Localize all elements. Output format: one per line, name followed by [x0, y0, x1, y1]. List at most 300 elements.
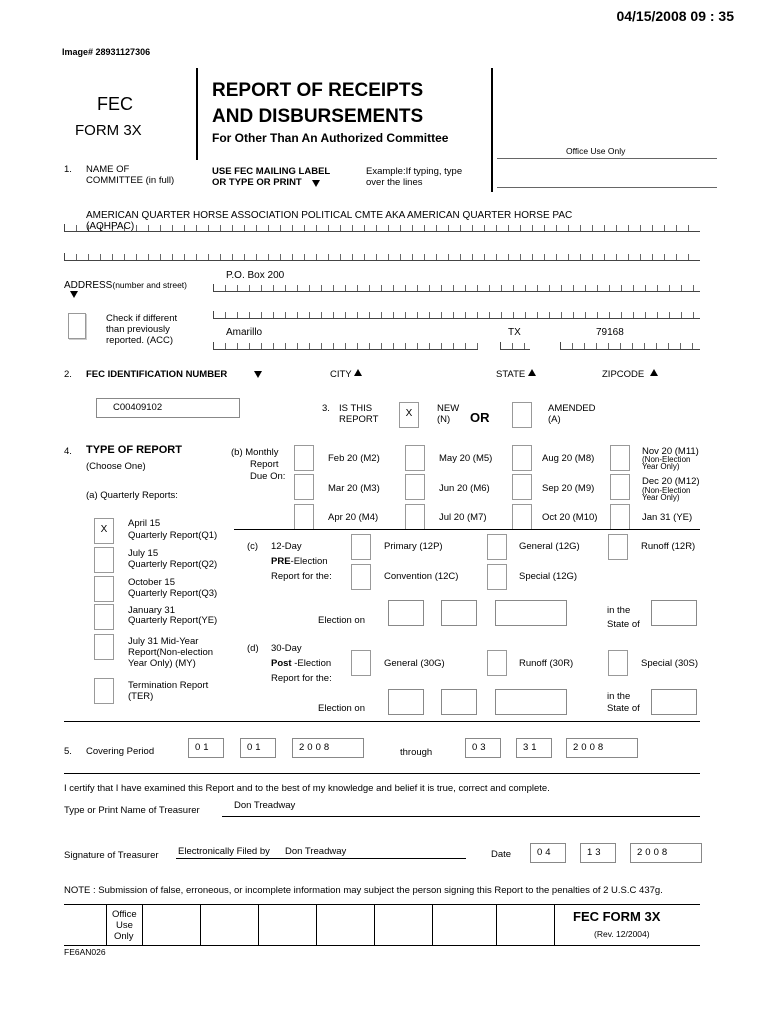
m5-checkbox[interactable]	[405, 445, 425, 471]
field-cell-tick	[585, 312, 586, 318]
q3-label-line2: Quarterly Report(Q3)	[128, 588, 218, 599]
12s-label: Special (12G)	[519, 571, 578, 582]
address-changed-line2: than previously	[106, 324, 170, 335]
field-cell-tick	[489, 312, 490, 318]
field-cell-tick	[688, 225, 689, 231]
field-cell-tick	[268, 225, 269, 231]
field-cell-tick	[508, 254, 509, 260]
field-cell-tick	[417, 285, 418, 291]
section-d-label: (d)	[247, 643, 259, 654]
ter-label-line1: Termination Report	[128, 680, 209, 691]
field-cell-tick	[273, 285, 274, 291]
field-cell-tick	[220, 254, 221, 260]
field-cell-tick	[256, 254, 257, 260]
field-cell-tick	[268, 254, 269, 260]
field-cell-tick	[496, 225, 497, 231]
30r-checkbox[interactable]	[487, 650, 507, 676]
m3-checkbox[interactable]	[294, 474, 314, 500]
m9-checkbox[interactable]	[512, 474, 532, 500]
footer-col-5	[316, 904, 317, 945]
field-cell-tick	[645, 285, 646, 291]
post-election-line1: 30-Day	[271, 643, 302, 654]
m7-checkbox[interactable]	[405, 504, 425, 530]
from-day[interactable]: 01	[240, 738, 276, 758]
field-cell-tick	[573, 285, 574, 291]
field-cell-tick	[652, 254, 653, 260]
field-cell-tick	[573, 312, 574, 318]
example-line1: Example:If typing, type	[366, 166, 463, 177]
field-cell-tick	[124, 254, 125, 260]
my-label-line1: July 31 Mid-Year	[128, 636, 199, 647]
field-cell-tick	[556, 254, 557, 260]
to-month[interactable]: 03	[465, 738, 501, 758]
field-cell-tick	[580, 254, 581, 260]
up-arrow-icon	[354, 369, 362, 376]
field-cell-tick	[681, 285, 682, 291]
q1-checkbox[interactable]: X	[94, 518, 114, 544]
treasurer-name-line[interactable]	[222, 816, 700, 817]
post-label: Post	[271, 658, 292, 669]
q2-label-line1: July 15	[128, 548, 159, 559]
m2-checkbox[interactable]	[294, 445, 314, 471]
m7-label: Jul 20 (M7)	[439, 512, 487, 523]
field-cell-tick	[676, 254, 677, 260]
m4-label: Apr 20 (M4)	[328, 512, 379, 523]
field-cell-tick	[620, 343, 621, 349]
field-cell-tick	[585, 285, 586, 291]
fec-id-field[interactable]: C00409102	[96, 398, 240, 418]
field-cell-tick	[561, 285, 562, 291]
q2-checkbox[interactable]	[94, 547, 114, 573]
field-cell-tick	[405, 312, 406, 318]
post-election-line3: Report for the:	[271, 673, 332, 684]
field-cell-tick	[568, 225, 569, 231]
m8-checkbox[interactable]	[512, 445, 532, 471]
field-cell-tick	[261, 343, 262, 349]
section-divider	[64, 721, 700, 722]
m6-label: Jun 20 (M6)	[439, 483, 490, 494]
field-cell-tick	[429, 312, 430, 318]
field-cell-tick	[669, 312, 670, 318]
pre-election-line1: 12-Day	[271, 541, 302, 552]
c-election-on-label: Election on	[318, 615, 366, 626]
field-cell-tick	[633, 312, 634, 318]
fec-id-label: FEC IDENTIFICATION NUMBER	[86, 369, 228, 380]
field-cell-tick	[616, 254, 617, 260]
field-cell-tick	[172, 254, 173, 260]
street-field-1[interactable]	[213, 279, 700, 292]
through-label: through	[400, 747, 433, 758]
field-cell-tick	[680, 343, 681, 349]
signature-value: Don Treadway	[285, 846, 347, 857]
d-state-of-label: State of	[607, 703, 640, 714]
zipcode-label	[602, 369, 658, 380]
field-cell-tick	[621, 312, 622, 318]
field-cell-tick	[584, 343, 585, 349]
field-cell-tick	[333, 285, 334, 291]
field-cell-tick	[328, 254, 329, 260]
footer-col-7	[432, 904, 433, 945]
ye-monthly-label: Jan 31 (YE)	[642, 512, 693, 523]
note-text: NOTE : Submission of false, erroneous, or incomplete information may subject the person signing this Report to the penalties of 2 U.S.C 437g.	[64, 885, 663, 896]
electronically-filed-label: Electronically Filed by	[178, 846, 270, 857]
field-cell-tick	[489, 285, 490, 291]
field-cell-tick	[309, 312, 310, 318]
field-cell-tick	[309, 343, 310, 349]
field-cell-tick	[285, 285, 286, 291]
c-election-year[interactable]	[495, 600, 567, 626]
field-cell-tick	[604, 254, 605, 260]
field-cell-tick	[184, 225, 185, 231]
field-cell-tick	[316, 225, 317, 231]
field-cell-tick	[525, 312, 526, 318]
12s-checkbox[interactable]	[487, 564, 507, 590]
m11-sublabel2: Year Only)	[642, 462, 680, 471]
field-cell-tick	[256, 225, 257, 231]
field-cell-tick	[424, 254, 425, 260]
field-cell-tick	[244, 225, 245, 231]
street-field-2[interactable]	[213, 306, 700, 319]
ter-checkbox[interactable]	[94, 678, 114, 704]
m11-checkbox[interactable]	[610, 445, 630, 471]
field-cell-tick	[285, 312, 286, 318]
12p-label: Primary (12P)	[384, 541, 443, 552]
field-cell-tick	[417, 343, 418, 349]
field-cell-tick	[160, 225, 161, 231]
field-cell-tick	[381, 285, 382, 291]
field-cell-tick	[208, 254, 209, 260]
field-cell-tick	[381, 343, 382, 349]
q2-label-line2: Quarterly Report(Q2)	[128, 559, 218, 570]
30g-label: General (30G)	[384, 658, 445, 669]
m4-checkbox[interactable]	[294, 504, 314, 530]
d-election-state[interactable]	[651, 689, 697, 715]
form-agency: FEC	[97, 94, 133, 114]
field-cell-tick	[664, 225, 665, 231]
monthly-label-line2: Report	[250, 459, 279, 470]
q1-label-line2: Quarterly Report(Q1)	[128, 530, 218, 541]
m12-checkbox[interactable]	[610, 474, 630, 500]
ye-label-line1: January 31	[128, 605, 176, 616]
or-label: OR	[470, 410, 490, 425]
field-cell-tick	[441, 285, 442, 291]
sign-date-day[interactable]: 13	[580, 843, 616, 863]
d-election-on-label: Election on	[318, 703, 366, 714]
c-election-day[interactable]	[441, 600, 477, 626]
post-election-line2	[271, 658, 331, 669]
field-cell-tick	[76, 254, 77, 260]
field-cell-tick	[316, 254, 317, 260]
field-cell-tick	[693, 312, 694, 318]
timestamp: 04/15/2008 09 : 35	[616, 8, 734, 24]
city-label-text: CITY	[330, 369, 352, 380]
field-cell-tick	[321, 312, 322, 318]
form-subtitle: For Other Than An Authorized Committee	[212, 131, 449, 145]
field-cell-tick	[225, 312, 226, 318]
field-cell-tick	[148, 225, 149, 231]
field-cell-tick	[477, 285, 478, 291]
field-cell-tick	[412, 254, 413, 260]
field-cell-tick	[424, 225, 425, 231]
field-cell-tick	[640, 254, 641, 260]
field-cell-tick	[537, 312, 538, 318]
field-cell-tick	[376, 225, 377, 231]
d-election-day[interactable]	[441, 689, 477, 715]
zipcode-label-text: ZIPCODE	[602, 369, 645, 380]
sign-date-month[interactable]: 04	[530, 843, 566, 863]
form-number: FORM 3X	[75, 122, 142, 139]
field-cell-tick	[388, 254, 389, 260]
monthly-label-line3: Due On:	[250, 471, 286, 482]
field-cell-tick	[628, 225, 629, 231]
field-cell-tick	[544, 225, 545, 231]
field-cell-tick	[333, 343, 334, 349]
field-cell-tick	[352, 254, 353, 260]
field-cell-tick	[340, 254, 341, 260]
field-cell-tick	[472, 254, 473, 260]
field-cell-tick	[477, 312, 478, 318]
field-cell-tick	[609, 285, 610, 291]
choose-one-label: (Choose One)	[86, 461, 146, 472]
field-cell-tick	[664, 254, 665, 260]
election-label: -Election	[290, 556, 328, 567]
my-checkbox[interactable]	[94, 634, 114, 660]
item5-number: 5.	[64, 746, 72, 757]
field-cell-tick	[400, 254, 401, 260]
field-cell-tick	[292, 225, 293, 231]
field-cell-tick	[524, 343, 525, 349]
field-cell-tick	[460, 225, 461, 231]
field-cell-tick	[393, 312, 394, 318]
m12-sublabel2: Year Only)	[642, 493, 680, 502]
field-cell-tick	[501, 285, 502, 291]
field-cell-tick	[412, 225, 413, 231]
ye-monthly-checkbox[interactable]	[610, 504, 630, 530]
item1-label-line2: COMMITTEE (in full)	[86, 175, 175, 186]
field-cell-tick	[76, 225, 77, 231]
new-report-checkbox[interactable]: X	[399, 402, 419, 428]
field-cell-tick	[441, 343, 442, 349]
item2-number: 2.	[64, 369, 72, 380]
field-cell-tick	[572, 343, 573, 349]
field-cell-tick	[393, 343, 394, 349]
m12-label: Dec 20 (M12)	[642, 476, 700, 487]
city-field[interactable]	[213, 337, 478, 350]
ye-label-line2: Quarterly Report(YE)	[128, 615, 218, 626]
field-cell-tick	[196, 225, 197, 231]
item1-number: 1.	[64, 164, 72, 175]
field-cell-tick	[537, 285, 538, 291]
field-cell-tick	[136, 225, 137, 231]
footer-col-4	[258, 904, 259, 945]
field-cell-tick	[644, 343, 645, 349]
field-cell-tick	[632, 343, 633, 349]
field-cell-tick	[292, 254, 293, 260]
field-cell-tick	[261, 285, 262, 291]
m5-label: May 20 (M5)	[439, 453, 493, 464]
from-month[interactable]: 01	[188, 738, 224, 758]
new-label-line1: NEW	[437, 403, 460, 414]
field-cell-tick	[513, 285, 514, 291]
zip-field[interactable]	[560, 337, 700, 350]
address-changed-line1: Check if different	[106, 313, 178, 324]
item3-label-line2: REPORT	[339, 414, 379, 425]
c-election-month[interactable]	[388, 600, 424, 626]
to-year[interactable]: 2008	[566, 738, 638, 758]
field-cell-tick	[297, 343, 298, 349]
field-cell-tick	[508, 225, 509, 231]
treasurer-name-label: Type or Print Name of Treasurer	[64, 805, 200, 816]
30r-label: Runoff (30R)	[519, 658, 574, 669]
field-cell-tick	[484, 254, 485, 260]
type-of-report-label: TYPE OF REPORT	[86, 444, 182, 456]
field-cell-tick	[112, 254, 113, 260]
address-label	[64, 280, 187, 291]
field-cell-tick	[597, 285, 598, 291]
field-cell-tick	[297, 285, 298, 291]
amended-report-checkbox[interactable]	[512, 402, 532, 428]
field-cell-tick	[249, 285, 250, 291]
field-cell-tick	[237, 285, 238, 291]
mailing-label-line1: USE FEC MAILING LABEL	[212, 166, 331, 177]
c-in-the-label: in the	[607, 605, 631, 616]
field-cell-tick	[676, 225, 677, 231]
field-cell-tick	[640, 225, 641, 231]
state-label-text: STATE	[496, 369, 526, 380]
field-cell-tick	[225, 343, 226, 349]
example-line2: over the lines	[366, 177, 423, 188]
30s-checkbox[interactable]	[608, 650, 628, 676]
m2-label: Feb 20 (M2)	[328, 453, 380, 464]
12p-checkbox[interactable]	[351, 534, 371, 560]
m11-label: Nov 20 (M11)	[642, 446, 699, 457]
m6-checkbox[interactable]	[405, 474, 425, 500]
certification-text: I certify that I have examined this Report and to the best of my knowledge and belief it is true, correct and complete.	[64, 783, 550, 794]
field-cell-tick	[465, 312, 466, 318]
field-cell-tick	[321, 343, 322, 349]
monthly-label-line1: (b) Monthly	[231, 447, 279, 458]
field-cell-tick	[520, 225, 521, 231]
state-field[interactable]	[500, 337, 530, 350]
field-cell-tick	[297, 312, 298, 318]
field-cell-tick	[345, 343, 346, 349]
field-cell-tick	[345, 285, 346, 291]
field-cell-tick	[333, 312, 334, 318]
address-changed-checkbox[interactable]	[68, 313, 86, 339]
footer-revision: (Rev. 12/2004)	[594, 929, 650, 939]
street-value: P.O. Box 200	[226, 270, 285, 281]
field-cell-tick	[453, 312, 454, 318]
field-cell-tick	[232, 225, 233, 231]
signature-line[interactable]	[176, 858, 466, 859]
m10-checkbox[interactable]	[512, 504, 532, 530]
field-cell-tick	[244, 254, 245, 260]
footer-office-line3: Only	[114, 931, 134, 942]
field-cell-tick	[364, 254, 365, 260]
field-cell-tick	[561, 312, 562, 318]
field-cell-tick	[668, 343, 669, 349]
q3-checkbox[interactable]	[94, 576, 114, 602]
field-cell-tick	[633, 285, 634, 291]
footer-col-2	[142, 904, 143, 945]
pre-election-line2	[271, 556, 328, 567]
form-title-line2: AND DISBURSEMENTS	[212, 106, 424, 127]
field-cell-tick	[388, 225, 389, 231]
q1-label-line1: April 15	[128, 518, 161, 529]
form-title-line1: REPORT OF RECEIPTS	[212, 80, 424, 101]
field-cell-tick	[172, 225, 173, 231]
field-cell-tick	[357, 343, 358, 349]
c-election-state[interactable]	[651, 600, 697, 626]
footer-col-8	[496, 904, 497, 945]
sign-date-year[interactable]: 2008	[630, 843, 702, 863]
office-use-box	[497, 158, 717, 188]
field-cell-tick	[148, 254, 149, 260]
committee-name-field-2[interactable]	[64, 248, 700, 261]
field-cell-tick	[273, 343, 274, 349]
post-election-label: -Election	[291, 658, 332, 669]
header-divider-right	[491, 68, 493, 192]
from-year[interactable]: 2008	[292, 738, 364, 758]
section-c-divider	[234, 529, 700, 530]
signature-label: Signature of Treasurer	[64, 850, 159, 861]
12g-checkbox[interactable]	[487, 534, 507, 560]
new-label-line2: (N)	[437, 414, 451, 425]
field-cell-tick	[568, 254, 569, 260]
footer-form-name: FEC FORM 3X	[573, 909, 661, 924]
field-cell-tick	[393, 285, 394, 291]
field-cell-tick	[220, 225, 221, 231]
field-cell-tick	[621, 285, 622, 291]
up-arrow-icon	[528, 369, 536, 376]
field-cell-tick	[369, 343, 370, 349]
pre-label: PRE	[271, 556, 291, 567]
12r-checkbox[interactable]	[608, 534, 628, 560]
field-cell-tick	[417, 312, 418, 318]
field-cell-tick	[429, 343, 430, 349]
image-id: Image# 28931127306	[62, 47, 151, 57]
to-day[interactable]: 31	[516, 738, 552, 758]
header-divider-left	[196, 68, 198, 160]
30g-checkbox[interactable]	[351, 650, 371, 676]
field-cell-tick	[681, 312, 682, 318]
ye-checkbox[interactable]	[94, 604, 114, 630]
my-label-line3: Year Only) (MY)	[128, 658, 196, 669]
12c-checkbox[interactable]	[351, 564, 371, 590]
field-cell-tick	[340, 225, 341, 231]
field-cell-tick	[364, 225, 365, 231]
m12-sublabel1: (Non-Election	[642, 486, 691, 495]
treasurer-name-value: Don Treadway	[234, 800, 296, 811]
d-election-month[interactable]	[388, 689, 424, 715]
field-cell-tick	[285, 343, 286, 349]
up-arrow-icon	[650, 369, 658, 376]
field-cell-tick	[136, 254, 137, 260]
m11-sublabel1: (Non-Election	[642, 455, 691, 464]
d-election-year[interactable]	[495, 689, 567, 715]
state-value: TX	[508, 327, 521, 338]
field-cell-tick	[405, 343, 406, 349]
field-cell-tick	[549, 285, 550, 291]
covering-period-label: Covering Period	[86, 746, 155, 757]
field-cell-tick	[592, 254, 593, 260]
field-cell-tick	[669, 285, 670, 291]
ter-label-line2: (TER)	[128, 691, 154, 702]
field-cell-tick	[160, 254, 161, 260]
amended-label-line2: (A)	[548, 414, 561, 425]
footer-col-9	[554, 904, 555, 945]
field-cell-tick	[225, 285, 226, 291]
